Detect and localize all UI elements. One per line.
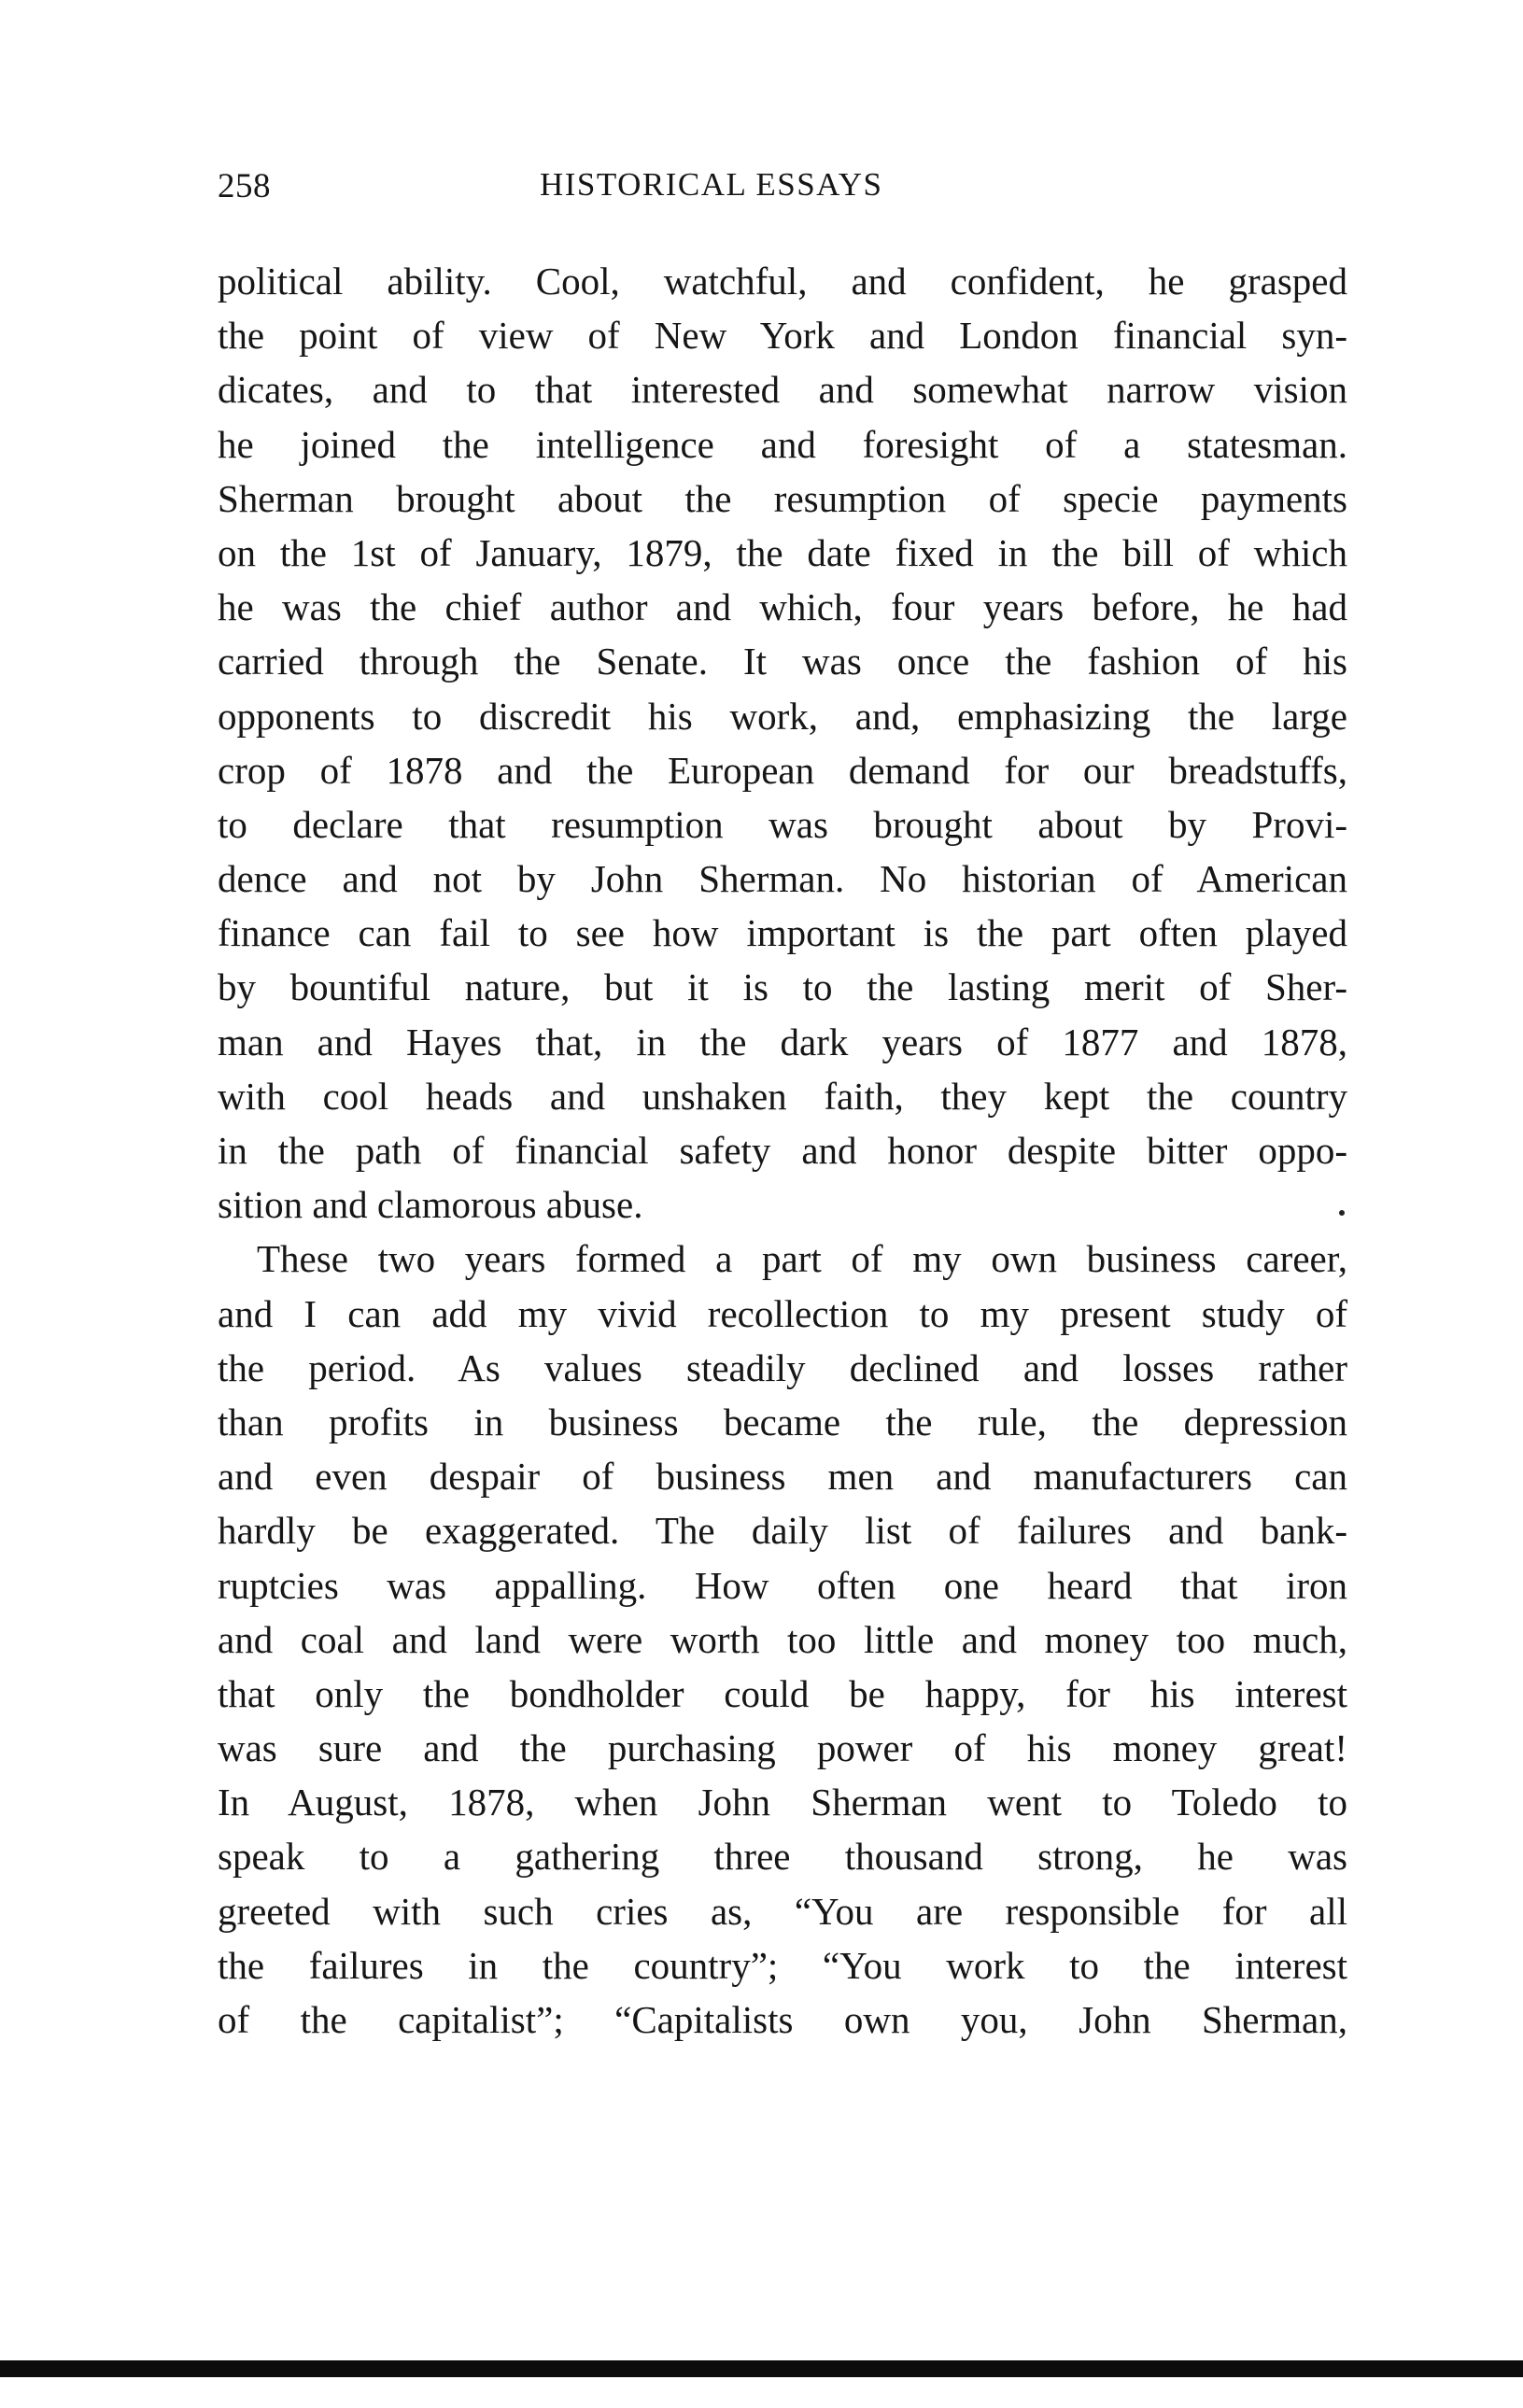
text-line: that only the bondholder could be happy, for his interest <box>218 1671 1347 1715</box>
text-line: the point of view of New York and London financial syn- <box>218 314 1347 358</box>
text-line: crop of 1878 and the European demand for our breadstuffs, <box>218 748 1347 792</box>
text-line: hardly be exaggerated. The daily list of failures and bank- <box>218 1509 1347 1553</box>
text-line: with cool heads and unshaken faith, they kept the country <box>218 1074 1347 1118</box>
text-line: the failures in the country”; “You work to the interest <box>218 1943 1347 1987</box>
text-line: greeted with such cries as, “You are responsible for all <box>218 1889 1347 1933</box>
text-line: on the 1st of January, 1879, the date fixed in the bill of which <box>218 530 1347 574</box>
text-line: the period. As values steadily declined and losses rather <box>218 1345 1347 1389</box>
text-line: Sherman brought about the resumption of specie payments <box>218 476 1347 520</box>
text-line: carried through the Senate. It was once the fashion of his <box>218 640 1347 683</box>
text-line: opponents to discredit his work, and, emphasizing the large <box>218 694 1347 738</box>
paragraph-2 <box>218 1232 1347 2047</box>
text-line: finance can fail to see how important is the part often played <box>218 911 1347 955</box>
paragraph-1 <box>218 254 1347 1232</box>
body-text <box>218 254 1347 2047</box>
text-line: of the capitalist”; “Capitalists own you, John Sherman, <box>218 1998 1347 2041</box>
scan-edge-rule <box>0 2360 1523 2377</box>
text-line: These two years formed a part of my own business career, <box>257 1237 1347 1281</box>
text-line: political ability. Cool, watchful, and confident, he grasped <box>218 260 1347 303</box>
text-line: to declare that resumption was brought about by Provi- <box>218 802 1347 846</box>
text-line: he joined the intelligence and foresight of a statesman. <box>218 422 1347 466</box>
page-header <box>218 166 1347 213</box>
text-line: by bountiful nature, but it is to the lasting merit of Sher- <box>218 965 1347 1009</box>
text-line: and I can add my vivid recollection to my present study of <box>218 1291 1347 1335</box>
text-line: was sure and the purchasing power of his money great! <box>218 1726 1347 1770</box>
text-line: and even despair of business men and manufacturers can <box>218 1455 1347 1499</box>
text-line: in the path of financial safety and honor despite bitter oppo- <box>218 1129 1347 1172</box>
text-line: speak to a gathering three thousand strong, he was <box>218 1835 1347 1879</box>
text-line: dicates, and to that interested and somewhat narrow vision <box>218 368 1347 412</box>
ink-speck <box>1339 1210 1345 1216</box>
page-number: 258 <box>218 167 271 205</box>
text-line: sition and clamorous abuse. <box>218 1183 643 1227</box>
text-line: In August, 1878, when John Sherman went to Toledo to <box>218 1781 1347 1824</box>
text-line: ruptcies was appalling. How often one heard that iron <box>218 1563 1347 1607</box>
text-line: dence and not by John Sherman. No historian of American <box>218 857 1347 901</box>
text-line: and coal and land were worth too little and money too much, <box>218 1617 1347 1661</box>
text-line: he was the chief author and which, four years before, he had <box>218 585 1347 629</box>
text-line: than profits in business became the rule, the depression <box>218 1400 1347 1443</box>
text-line: man and Hayes that, in the dark years of 1877 and 1878, <box>218 1020 1347 1063</box>
running-head: HISTORICAL ESSAYS <box>540 166 883 203</box>
